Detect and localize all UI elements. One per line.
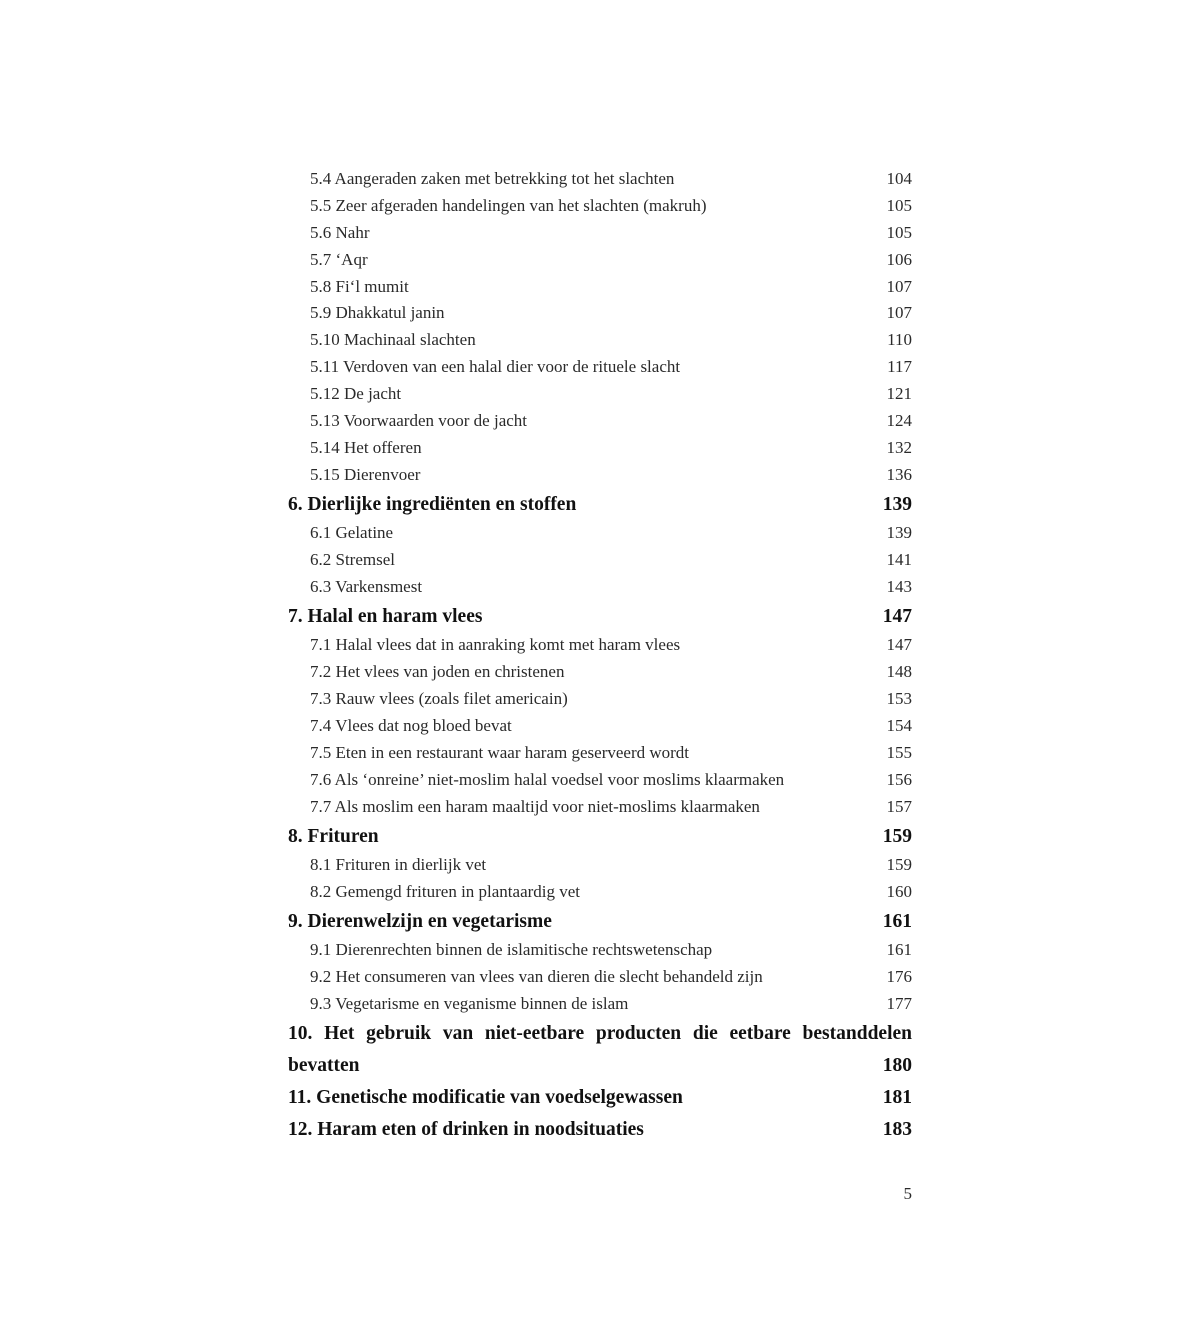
toc-entry-page: 147 bbox=[886, 635, 912, 655]
toc-entry-title: 8.1 Frituren in dierlijk vet bbox=[310, 855, 487, 875]
toc-entry-title: 7.3 Rauw vlees (zoals filet americain) bbox=[310, 689, 568, 709]
toc-chapter-title: 12. Haram eten of drinken in noodsituaties bbox=[288, 1119, 644, 1141]
toc-entry-page: 105 bbox=[886, 222, 912, 242]
toc-chapter-11[interactable] bbox=[288, 1082, 912, 1114]
toc-entry-title: 5.13 Voorwaarden voor de jacht bbox=[310, 411, 528, 431]
toc-chapter-title: 8. Frituren bbox=[288, 825, 379, 847]
toc-entry-title: 6.3 Varkensmest bbox=[310, 576, 423, 596]
toc-entry-page: 143 bbox=[886, 576, 912, 596]
toc-entry-8-1[interactable] bbox=[288, 852, 912, 879]
toc-entry-8-2[interactable] bbox=[288, 879, 912, 906]
toc-entry-page: 110 bbox=[887, 330, 912, 350]
toc-entry-5-5[interactable] bbox=[288, 193, 912, 220]
toc-entry-page: 105 bbox=[886, 195, 912, 215]
toc-entry-7-2[interactable] bbox=[288, 659, 912, 686]
toc-entry-title: 9.1 Dierenrechten binnen de islamitische rechtswetenschap bbox=[310, 940, 713, 960]
toc-entry-5-10[interactable] bbox=[288, 327, 912, 354]
toc-chapter-page: 139 bbox=[882, 493, 912, 515]
toc-chapter-page: 180 bbox=[882, 1055, 912, 1077]
toc-entry-7-7[interactable] bbox=[288, 794, 912, 821]
toc-chapter-6[interactable] bbox=[288, 489, 912, 521]
toc-entry-title: 7.4 Vlees dat nog bloed bevat bbox=[310, 716, 512, 736]
toc-entry-6-3[interactable] bbox=[288, 574, 912, 601]
toc-chapter-title: 7. Halal en haram vlees bbox=[288, 605, 483, 627]
toc-entry-page: 176 bbox=[886, 967, 912, 987]
toc-entry-7-6[interactable] bbox=[288, 767, 912, 794]
toc-chapter-8[interactable] bbox=[288, 821, 912, 853]
toc-chapter-10[interactable] bbox=[288, 1018, 912, 1082]
toc-entry-page: 141 bbox=[886, 550, 912, 570]
toc-entry-5-14[interactable] bbox=[288, 435, 912, 462]
toc-chapter-page: 147 bbox=[882, 605, 912, 627]
table-of-contents bbox=[288, 166, 912, 1146]
toc-entry-title: 5.11 Verdoven van een halal dier voor de rituele slacht bbox=[310, 357, 681, 377]
toc-entry-title: 7.7 Als moslim een haram maaltijd voor niet-moslims klaarmaken bbox=[310, 796, 760, 816]
toc-chapter-title: 6. Dierlijke ingrediënten en stoffen bbox=[288, 493, 577, 515]
toc-chapter-9[interactable] bbox=[288, 906, 912, 938]
toc-chapter-page: 183 bbox=[882, 1119, 912, 1141]
toc-entry-7-1[interactable] bbox=[288, 632, 912, 659]
toc-chapter-page: 161 bbox=[882, 910, 912, 932]
toc-entry-page: 148 bbox=[886, 662, 912, 682]
toc-entry-page: 139 bbox=[886, 523, 912, 543]
toc-entry-title: 7.2 Het vlees van joden en christenen bbox=[310, 662, 565, 682]
toc-entry-5-6[interactable] bbox=[288, 220, 912, 247]
toc-entry-5-7[interactable] bbox=[288, 247, 912, 274]
toc-chapter-12[interactable] bbox=[288, 1114, 912, 1146]
toc-chapter-page: 181 bbox=[882, 1087, 912, 1109]
toc-chapter-title-line2-row bbox=[288, 1050, 912, 1082]
toc-chapter-page: 159 bbox=[882, 825, 912, 847]
toc-entry-7-4[interactable] bbox=[288, 713, 912, 740]
toc-entry-title: 6.2 Stremsel bbox=[310, 550, 395, 570]
toc-entry-page: 117 bbox=[887, 357, 912, 377]
toc-entry-page: 124 bbox=[886, 411, 912, 431]
toc-entry-5-4[interactable] bbox=[288, 166, 912, 193]
toc-entry-page: 121 bbox=[886, 384, 912, 404]
toc-entry-title: 8.2 Gemengd frituren in plantaardig vet bbox=[310, 881, 581, 901]
toc-entry-title: 5.10 Machinaal slachten bbox=[310, 330, 476, 350]
toc-entry-5-13[interactable] bbox=[288, 408, 912, 435]
toc-entry-9-3[interactable] bbox=[288, 991, 912, 1018]
toc-entry-9-1[interactable] bbox=[288, 937, 912, 964]
toc-entry-title: 9.3 Vegetarisme en veganisme binnen de islam bbox=[310, 994, 629, 1014]
toc-entry-6-1[interactable] bbox=[288, 520, 912, 547]
toc-entry-title: 5.15 Dierenvoer bbox=[310, 464, 421, 484]
toc-entry-title: 5.14 Het offeren bbox=[310, 437, 422, 457]
toc-entry-title: 7.6 Als ‘onreine’ niet-moslim halal voedsel voor moslims klaarmaken bbox=[310, 769, 785, 789]
toc-entry-5-9[interactable] bbox=[288, 300, 912, 327]
toc-entry-title: 5.5 Zeer afgeraden handelingen van het slachten (makruh) bbox=[310, 195, 707, 215]
toc-entry-9-2[interactable] bbox=[288, 964, 912, 991]
toc-entry-title: 5.6 Nahr bbox=[310, 222, 370, 242]
toc-entry-title: 5.9 Dhakkatul janin bbox=[310, 303, 445, 323]
toc-entry-title: 5.4 Aangeraden zaken met betrekking tot het slachten bbox=[310, 169, 675, 188]
toc-entry-5-11[interactable] bbox=[288, 354, 912, 381]
toc-chapter-title: 11. Genetische modificatie van voedselgewassen bbox=[288, 1087, 683, 1109]
toc-chapter-title-line1: 10. Het gebruik van niet-eetbare producten die eetbare bestanddelen bbox=[288, 1023, 912, 1045]
toc-entry-title: 6.1 Gelatine bbox=[310, 523, 394, 543]
page-number: 5 bbox=[903, 1184, 912, 1203]
toc-entry-5-8[interactable] bbox=[288, 274, 912, 301]
toc-entry-page: 177 bbox=[886, 994, 912, 1014]
toc-entry-page: 154 bbox=[886, 716, 912, 736]
toc-entry-page: 153 bbox=[886, 689, 912, 709]
toc-entry-title: 5.7 ‘Aqr bbox=[310, 249, 368, 269]
toc-entry-page: 160 bbox=[886, 881, 912, 901]
toc-chapter-title-line2: bevatten bbox=[288, 1055, 360, 1077]
toc-entry-7-5[interactable] bbox=[288, 740, 912, 767]
toc-entry-page: 156 bbox=[886, 769, 912, 789]
toc-entry-7-3[interactable] bbox=[288, 686, 912, 713]
toc-entry-page: 161 bbox=[886, 940, 912, 960]
toc-entry-5-15[interactable] bbox=[288, 462, 912, 489]
toc-entry-title: 5.12 De jacht bbox=[310, 384, 402, 404]
toc-entry-page: 104 bbox=[886, 169, 912, 188]
toc-entry-page: 155 bbox=[886, 742, 912, 762]
toc-entry-page: 106 bbox=[886, 249, 912, 269]
toc-entry-page: 157 bbox=[886, 796, 912, 816]
toc-entry-page: 107 bbox=[886, 303, 912, 323]
toc-entry-page: 132 bbox=[886, 437, 912, 457]
toc-entry-6-2[interactable] bbox=[288, 547, 912, 574]
toc-entry-title: 7.5 Eten in een restaurant waar haram geserveerd wordt bbox=[310, 742, 690, 762]
toc-entry-title: 7.1 Halal vlees dat in aanraking komt met haram vlees bbox=[310, 635, 681, 655]
toc-entry-title: 9.2 Het consumeren van vlees van dieren die slecht behandeld zijn bbox=[310, 967, 763, 987]
toc-chapter-title: 9. Dierenwelzijn en vegetarisme bbox=[288, 910, 552, 932]
toc-entry-5-12[interactable] bbox=[288, 381, 912, 408]
toc-entry-title: 5.8 Fi‘l mumit bbox=[310, 276, 409, 296]
toc-chapter-7[interactable] bbox=[288, 601, 912, 633]
toc-entry-page: 159 bbox=[886, 855, 912, 875]
toc-entry-page: 136 bbox=[886, 464, 912, 484]
toc-entry-page: 107 bbox=[886, 276, 912, 296]
